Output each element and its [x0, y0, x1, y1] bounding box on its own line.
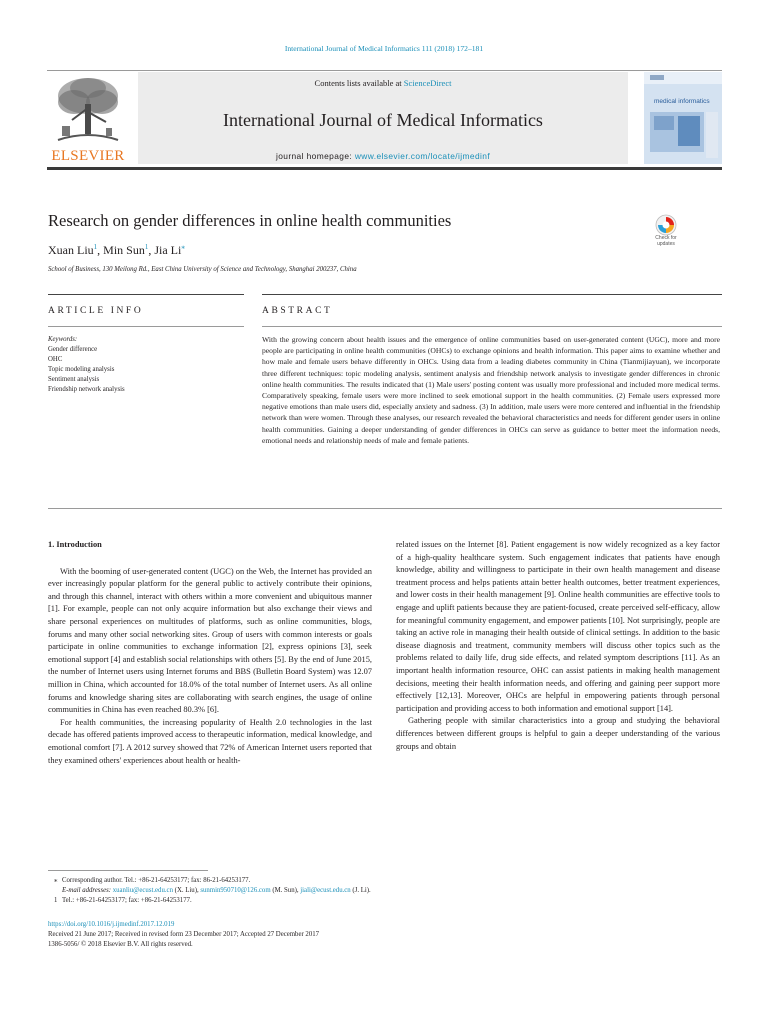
body-left-column — [48, 539, 372, 767]
bibliographic-info — [48, 920, 319, 950]
check-for-updates-label[interactable]: Check for updates — [655, 235, 677, 247]
keyword-item: Gender difference — [48, 346, 98, 353]
keywords-label: Keywords: — [48, 336, 78, 343]
footnote-emails: E-mail addresses: xuanliu@ecust.edu.cn (X. Liu), sunmin950710@126.com (M. Sun), jiali@ecust.edu.cn (J. Li). — [62, 887, 371, 894]
journal-title: International Journal of Medical Informatics — [223, 110, 543, 130]
email-link[interactable]: jiali@ecust.edu.cn — [300, 887, 351, 894]
publisher-wordmark: ELSEVIER — [51, 148, 125, 164]
copyright-line: 1386-5056/ © 2018 Elsevier B.V. All rights reserved. — [48, 941, 193, 948]
abstract-divider — [262, 326, 722, 327]
author-mark[interactable]: 1 — [93, 243, 98, 251]
body-right-column — [396, 539, 720, 753]
abstract-heading: ABSTRACT — [262, 306, 333, 316]
journal-homepage: journal homepage: www.elsevier.com/locate/ijmedinf — [275, 151, 491, 161]
email-link[interactable]: sunmin950710@126.com — [200, 887, 271, 894]
footnote-corresponding: ⁎ Corresponding author. Tel.: +86-21-64253177; fax: 86-21-64253177. — [54, 877, 251, 884]
article-info-heading: ARTICLE INFO — [48, 306, 144, 316]
journal-header-box — [138, 72, 628, 164]
abstract-bottom-rule — [48, 508, 722, 509]
email-link[interactable]: xuanliu@ecust.edu.cn — [112, 887, 173, 894]
footnote-rule — [48, 870, 208, 871]
keyword-item: Topic modeling analysis — [48, 366, 115, 373]
journal-cover-image — [644, 72, 722, 164]
author-mark[interactable]: ⁎ — [181, 243, 185, 251]
contents-line: Contents lists available at ScienceDirect — [314, 78, 452, 88]
affiliation: School of Business, 130 Meilong Rd., East China University of Science and Technology, Shanghai 200237, China — [48, 266, 357, 273]
received-dates: Received 21 June 2017; Received in revised form 23 December 2017; Accepted 27 December 2017 — [48, 931, 320, 938]
homepage-link[interactable]: www.elsevier.com/locate/ijmedinf — [354, 151, 491, 161]
abstract-text: With the growing concern about health issues and the emergence of online communities based on user-generated content (UGC), more and more people are participating in online health communities (OHCs) to exchange opinions and health information. This paper aims to examine whether and how male and female users behave differently in OHCs. Using data from a leading diabetes community in China (Tianmijiayuan), we incorporate three different techniques: topic modeling analysis, sentiment analysis and friendship network analysis to investigate gender differences in chronic online health communities. The results indicated that (1) Male users' posting content was usually more professional and included more medical terms. Comparatively speaking, female users were more inclined to seek emotional support in the health communities. (2) Female users expressed more negative emotions than male users did, especially anxiety and sadness. (3) In addition, male users were more centered and influential in the friendship network than were women. Through these analyses, our research revealed the behavioral characteristics and needs for different gender users in online health communities. Gaining a deeper understanding of gender differences in OHCs can serve as guidance to better meet the information needs, emotional needs and relationship needs of male and female patients. — [262, 335, 720, 445]
sciencedirect-link[interactable]: ScienceDirect — [403, 78, 452, 88]
masthead-top-rule — [47, 70, 722, 71]
masthead-bottom-rule — [47, 167, 722, 170]
body-paragraph: With the booming of user-generated content (UGC) on the Web, the Internet has provided an ever increasingly popular platform for the general public to actively contribute their opinions, and through this channel, interact with others within a more convenient and ubiquitous manner [1]. For example, people can not only acquire information but also exchange their views and share personal experiences on multitudes of platforms, such as online communities, blogs, forums and many other social networking sites. Group of users with common interests or goals participate in online communities to exchange information [2], express opinions [3], seek emotional support [4] and establish social relationships with others [5]. By the end of June 2015, the number of Internet users using Internet forums and BBS (Bulletin Board System) was 12.07 million in China, which accounted for 18.0% of the total number of Internet users. As all online forums and knowledge sharing sites are collaborating with search engines, the usage of online communities in China has even reached 80.3% [6]. — [48, 566, 373, 715]
body-paragraph: For health communities, the increasing popularity of Health 2.0 technologies in the last decade has offered patients improved access to therapeutic information, medical knowledge, and emotional comfort [7]. A 2012 survey showed that 72% of American Internet users reported that they examined others' experiences about health or health- — [48, 717, 372, 765]
author-list: Xuan Liu$^1$, Min Sun$^1$, Jia Li⁎ — [48, 243, 185, 257]
keyword-item: Sentiment analysis — [48, 376, 100, 383]
check-for-updates-icon[interactable] — [648, 213, 684, 253]
journal-reference[interactable]: International Journal of Medical Informatics 111 (2018) 172–181 — [284, 44, 484, 53]
article-info-divider — [48, 326, 244, 327]
body-paragraph: Gathering people with similar characteristics into a group and studying the behavioral differences between different groups is helpful to gain a deeper understanding of the various groups and obtain — [396, 716, 720, 751]
author-name[interactable]: Min Sun — [103, 243, 145, 257]
abstract-rule — [262, 294, 722, 295]
author-mark[interactable]: 1 — [144, 243, 149, 251]
author-name[interactable]: Xuan Liu — [48, 243, 94, 257]
footnotes — [48, 876, 548, 906]
keyword-item: Friendship network analysis — [48, 386, 125, 393]
article-title: Research on gender differences in online health communities — [48, 211, 452, 230]
section-heading-introduction: 1. Introduction — [48, 540, 102, 549]
author-name[interactable]: Jia Li — [154, 243, 182, 257]
article-info-rule — [48, 294, 244, 295]
keywords-block — [48, 335, 125, 395]
body-paragraph: related issues on the Internet [8]. Patient engagement is now widely recognized as a key factor of a high-quality healthcare system. Such engagement indicates that patients have enough knowledge, ability and willingness to participate in their own health management and disease treatment process and helps patients attain better health outcomes, better treatment experiences, and lower costs in their health management [9]. Online health communities are effective tools to engage and uplift patients because they are patient-focused, create perceived self-efficacy, allow for meaningful community engagement, and empower patients [10]. Not surprisingly, people are taking an active role in managing their health outside of clinical settings. In addition to the basic disease diagnosis and treatment, community members will discuss other topics such as the problems related to daily life, drug side effects, and related symptom descriptions [11]. As an important health information resource, OHC can assist patients in making health management decisions, meeting their health information needs, and offering and gaining peer support more effectively [12,13]. Moreover, OHCs are helpful in empowering patients through personal participation and providing access to both information and emotional support [14]. — [396, 540, 720, 713]
svg-text:medical informatics: medical informatics — [654, 98, 710, 105]
doi-link[interactable]: https://doi.org/10.1016/j.ijmedinf.2017.12.019 — [48, 921, 175, 928]
footnote-1: 1 Tel.: +86-21-64253177; fax: +86-21-64253177. — [54, 897, 192, 904]
keyword-item: OHC — [48, 356, 63, 363]
